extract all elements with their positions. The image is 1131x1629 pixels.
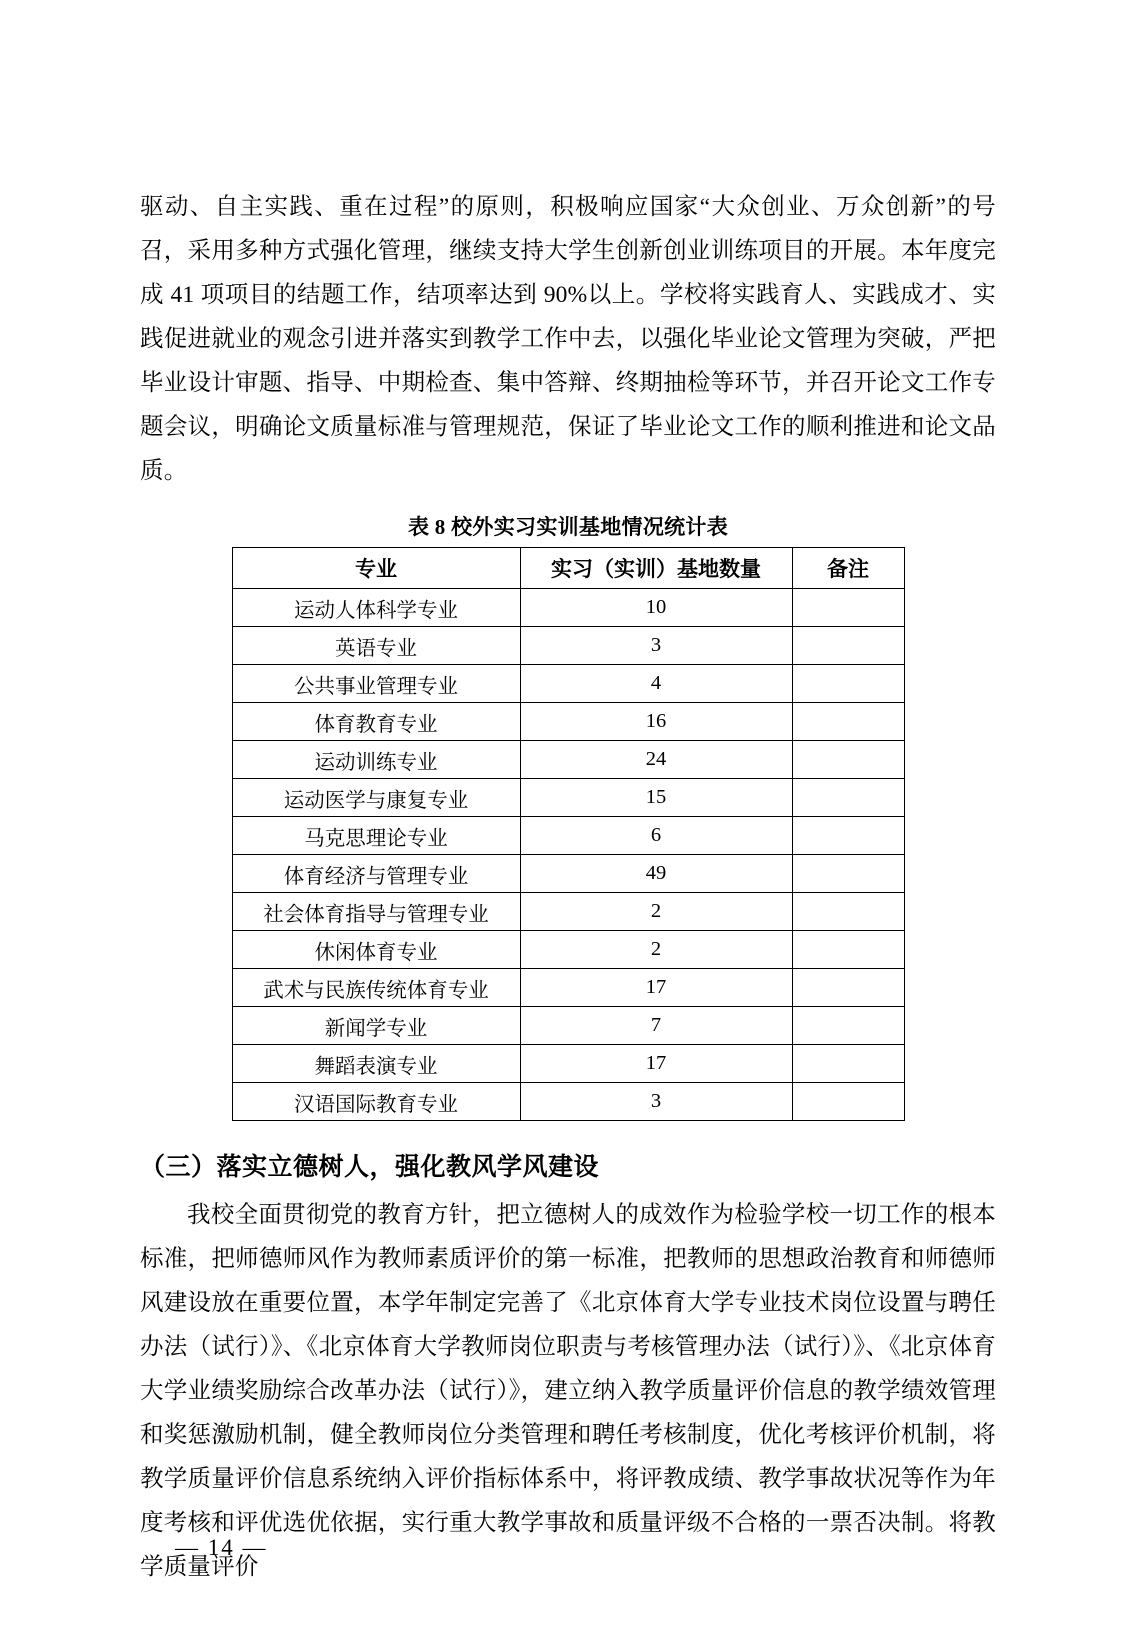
table-caption: 表 8 校外实习实训基地情况统计表: [407, 515, 729, 539]
cell-note: [792, 855, 904, 893]
cell-count: 10: [520, 589, 792, 627]
cell-major: 体育经济与管理专业: [232, 855, 520, 893]
cell-note: [792, 1045, 904, 1083]
cell-note: [792, 931, 904, 969]
cell-count: 3: [520, 1083, 792, 1121]
cell-major: 马克思理论专业: [232, 817, 520, 855]
cell-major: 汉语国际教育专业: [232, 1083, 520, 1121]
column-header-note: 备注: [792, 548, 904, 589]
table-row: [232, 665, 904, 703]
table-row: [232, 779, 904, 817]
cell-count: 4: [520, 665, 792, 703]
table-row: [232, 893, 904, 931]
cell-note: [792, 969, 904, 1007]
table-row: [232, 969, 904, 1007]
table-row: [232, 1083, 904, 1121]
cell-note: [792, 627, 904, 665]
table-row: [232, 1045, 904, 1083]
cell-major: 休闲体育专业: [232, 931, 520, 969]
paragraph-bottom: 我校全面贯彻党的教育方针，把立德树人的成效作为检验学校一切工作的根本标准，把师德师风作为教师素质评价的第一标准，把教师的思想政治教育和师德师风建设放在重要位置，本学年制定完善了《北京体育大学专业技术岗位设置与聘任办法（试行）》、《北京体育大学教师岗位职责与考核管理办法（试行）》、《北京体育大学业绩奖励综合改革办法（试行）》，建立纳入教学质量评价信息的教学绩效管理和奖惩激励机制，健全教师岗位分类管理和聘任考核制度，优化考核评价机制，将教学质量评价信息系统纳入评价指标体系中，将评教成绩、教学事故状况等作为年度考核和评优选优依据，实行重大教学事故和质量评级不合格的一票否决制。将教学质量评价: [140, 1202, 996, 1580]
table-row: [232, 817, 904, 855]
cell-major: 运动训练专业: [232, 741, 520, 779]
page-number: — 14 —: [175, 1535, 268, 1560]
cell-count: 17: [520, 1045, 792, 1083]
cell-note: [792, 1083, 904, 1121]
cell-major: 舞蹈表演专业: [232, 1045, 520, 1083]
cell-major: 武术与民族传统体育专业: [232, 969, 520, 1007]
table-row: [232, 855, 904, 893]
cell-note: [792, 893, 904, 931]
table-row: [232, 627, 904, 665]
cell-note: [792, 703, 904, 741]
cell-note: [792, 817, 904, 855]
cell-major: 新闻学专业: [232, 1007, 520, 1045]
cell-count: 6: [520, 817, 792, 855]
table-row: [232, 589, 904, 627]
table-row: [232, 931, 904, 969]
table-row: [232, 703, 904, 741]
cell-major: 体育教育专业: [232, 703, 520, 741]
cell-note: [792, 741, 904, 779]
table-row: [232, 1007, 904, 1045]
cell-note: [792, 589, 904, 627]
cell-count: 24: [520, 741, 792, 779]
table-header-row: [232, 548, 904, 589]
section-heading: （三）落实立德树人，强化教风学风建设: [140, 1152, 600, 1181]
cell-major: 运动医学与康复专业: [232, 779, 520, 817]
table-row: [232, 741, 904, 779]
cell-major: 公共事业管理专业: [232, 665, 520, 703]
cell-note: [792, 665, 904, 703]
cell-count: 15: [520, 779, 792, 817]
cell-note: [792, 1007, 904, 1045]
column-header-major: 专业: [232, 548, 520, 589]
cell-count: 3: [520, 627, 792, 665]
cell-count: 16: [520, 703, 792, 741]
cell-major: 社会体育指导与管理专业: [232, 893, 520, 931]
cell-major: 英语专业: [232, 627, 520, 665]
paragraph-top: 驱动、自主实践、重在过程”的原则，积极响应国家“大众创业、万众创新”的号召，采用多种方式强化管理，继续支持大学生创新创业训练项目的开展。本年度完成 41 项项目的结题工作，结项率达到 90%以上。学校将实践育人、实践成才、实践促进就业的观念引进并落实到教学工作中去，以强化毕业论文管理为突破，严把毕业设计审题、指导、中期检查、集中答辩、终期抽检等环节，并召开论文工作专题会议，明确论文质量标准与管理规范，保证了毕业论文工作的顺利推进和论文品质。: [140, 194, 996, 484]
internship-base-table: [232, 547, 905, 1121]
cell-count: 7: [520, 1007, 792, 1045]
cell-count: 49: [520, 855, 792, 893]
body-text-block: [140, 1193, 996, 1589]
cell-major: 运动人体科学专业: [232, 589, 520, 627]
cell-count: 2: [520, 931, 792, 969]
column-header-count: 实习（实训）基地数量: [520, 548, 792, 589]
cell-count: 17: [520, 969, 792, 1007]
cell-note: [792, 779, 904, 817]
cell-count: 2: [520, 893, 792, 931]
